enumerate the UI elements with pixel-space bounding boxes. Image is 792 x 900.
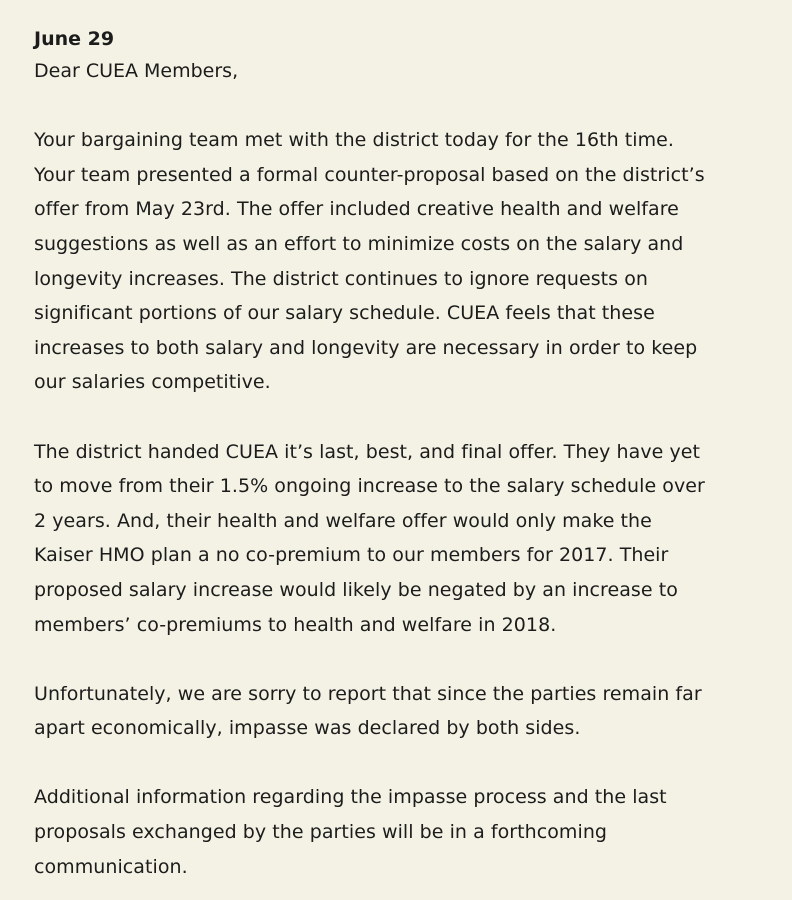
paragraph-line: 2 years. And, their health and welfare offer would only make the (34, 509, 652, 532)
paragraph-line: significant portions of our salary schedule. CUEA feels that these (34, 302, 655, 325)
paragraph-line: to move from their 1.5% ongoing increase to the salary schedule over (34, 475, 705, 498)
letter-greeting: Dear CUEA Members, (34, 60, 239, 82)
paragraph-line: Additional information regarding the impasse process and the last (34, 786, 667, 809)
paragraph-1 (34, 123, 772, 400)
paragraph-line: Your team presented a formal counter-proposal based on the district’s (34, 163, 705, 186)
paragraph-line: Your bargaining team met with the district today for the 16th time. (34, 129, 674, 152)
paragraph-line: Kaiser HMO plan a no co-premium to our members for 2017. Their (34, 544, 669, 567)
paragraph-line: The district handed CUEA it’s last, best, and final offer. They have yet (34, 440, 700, 463)
paragraph-line: increases to both salary and longevity are necessary in order to keep (34, 336, 698, 359)
paragraph-3 (34, 677, 772, 746)
paragraph-line: communication. (34, 855, 188, 878)
paragraph-line: suggestions as well as an effort to minimize costs on the salary and (34, 232, 684, 255)
paragraph-line: apart economically, impasse was declared by both sides. (34, 717, 581, 740)
paragraph-line: our salaries competitive. (34, 371, 271, 394)
paragraph-2 (34, 435, 772, 643)
letter-date: June 29 (34, 28, 115, 50)
paragraph-line: members’ co-premiums to health and welfare in 2018. (34, 613, 557, 636)
paragraph-line: proposed salary increase would likely be negated by an increase to (34, 578, 678, 601)
paragraph-line: longevity increases. The district continues to ignore requests on (34, 267, 648, 290)
paragraph-4 (34, 780, 772, 884)
paragraph-line: offer from May 23rd. The offer included creative health and welfare (34, 198, 679, 221)
paragraph-line: proposals exchanged by the parties will be in a forthcoming (34, 821, 608, 844)
paragraph-line: Unfortunately, we are sorry to report that since the parties remain far (34, 682, 702, 705)
